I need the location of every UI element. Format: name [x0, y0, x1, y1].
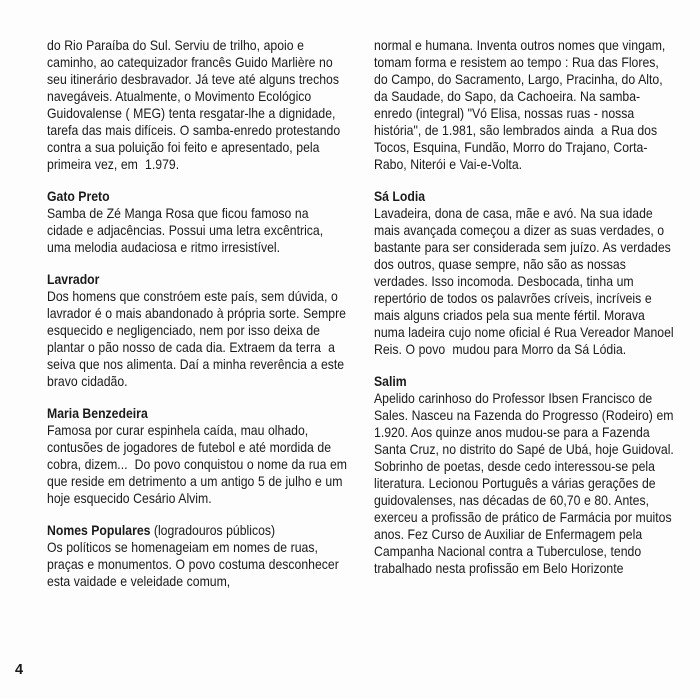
section-body: Apelido carinhoso do Professor Ibsen Francisco de Sales. Nasceu na Fazenda do Progresso (Rodeiro) em 1.920. Aos quinze anos mudou-se para a Fazenda Santa Cruz, no distrito do Sapé de Ubá, hoje Guidoval. Sobrinho de poetas, desde cedo interessou-se pela literatura. Lecionou Português a várias gerações de guidovalenses, nas décadas de 60,70 e 80. Antes, exerceu a profissão de prático de Farmácia por muitos anos. Fez Curso de Auxiliar de Enfermagem pela Campanha Nacional contra a Tuberculose, tendo trabalhado nesta profissão em Belo Horizonte: [374, 390, 678, 576]
left-column: [47, 37, 351, 590]
section: [47, 271, 348, 390]
section-body: Samba de Zé Manga Rosa que ficou famoso na cidade e adjacências. Possui uma letra excêntrica, uma melodia audaciosa e ritmo irresistível.: [47, 205, 327, 255]
section-heading: [47, 522, 348, 539]
section-heading-text: Maria Benzedeira: [47, 405, 148, 421]
section-heading: [374, 373, 675, 390]
section-body: Os políticos se homenageiam em nomes de ruas, praças e monumentos. O povo costuma desconhecer esta vaidade e veleidade comum,: [47, 539, 343, 589]
section-heading: [374, 188, 675, 205]
section: [47, 37, 348, 173]
section-heading-text: Lavrador: [47, 271, 100, 287]
section: [374, 188, 678, 358]
section-body: do Rio Paraíba do Sul. Serviu de trilho, apoio e caminho, ao catequizador francês Guido Marlière no seu itinerário desbravador. Já teve até alguns trechos navegáveis. Atualmente, o Movimento Ecológico Guidovalense ( MEG) tenta resgatar-lhe a dignidade, tarefa das mais difíceis. O samba-enredo protestando contra a sua poluição foi feito e apresentado, pela primeira vez, em 1.979.: [47, 37, 344, 172]
section-heading: [47, 188, 348, 205]
section-heading-text: Salim: [374, 373, 407, 389]
section: [374, 37, 675, 173]
section-heading: [47, 271, 348, 288]
page-number: 4: [15, 662, 24, 678]
section-heading: [47, 405, 348, 422]
section-body: normal e humana. Inventa outros nomes que vingam, tomam forma e resistem ao tempo : Rua das Flores, do Campo, do Sacramento, Largo, Pracinha, do Alto, da Saudade, do Sapo, da Cachoeira. Na samba-enredo (integral) "Vó Elisa, nossas ruas - nossa história", de 1.981, são lembrados ainda a Rua dos Tocos, Esquina, Fundão, Morro do Trajano, Corta-Rabo, Niterói e Vai-e-Volta.: [374, 37, 669, 172]
section-heading-text: Sá Lodia: [374, 188, 426, 204]
section-heading-text: Nomes Populares: [47, 522, 151, 538]
section: [374, 373, 678, 577]
section-body: Lavadeira, dona de casa, mãe e avó. Na sua idade mais avançada começou a dizer as suas verdades, o bastante para ser considerada sem juízo. As verdades dos outros, quase sempre, não são as nossas verdades. Isso incomoda. Desbocada, tinha um repertório de todos os palavrões críveis, incríveis e mais alguns criados pela sua mente fértil. Morava numa ladeira cujo nome oficial é Rua Vereador Manoel Reis. O povo mudou para Morro da Sá Lódia.: [374, 205, 678, 357]
section-body: Famosa por curar espinhela caída, mau olhado, contusões de jogadores de futebol e até mordida de cobra, dizem... Do povo conquistou o nome da rua em que reside em detrimento a um antigo 5 de julho e um hoje esquecido Cesário Alvim.: [47, 422, 351, 506]
section: [47, 522, 348, 590]
section: [47, 188, 348, 256]
right-column: [374, 37, 678, 577]
section-body: Dos homens que constróem este país, sem dúvida, o lavrador é o mais abandonado à própria sorte. Sempre esquecido e negligenciado, nem por isso deixa de plantar o pão nosso de cada dia. Extraem da terra a seiva que nos alimenta. Daí a minha reverência a este bravo cidadão.: [47, 288, 350, 389]
section: [47, 405, 351, 507]
section-heading-text: Gato Preto: [47, 188, 110, 204]
section-heading-suffix: (logradouros públicos): [150, 522, 276, 538]
